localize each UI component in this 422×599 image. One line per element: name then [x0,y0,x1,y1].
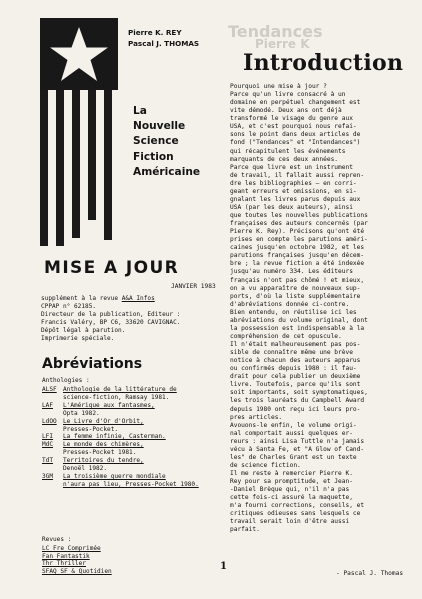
body-line: prises en compte les parutions améri- [230,236,368,244]
body-line: dre les bibliographies — en corri- [230,179,357,187]
body-line: geant erreurs et omissions, en si- [230,187,357,195]
pubinfo-line: Francis Valéry, BP C6, 33620 CAVIGNAC. [41,318,181,326]
abbr-key: TdT [42,457,54,465]
list-item: Thr Thriller [42,560,87,568]
series-title-line: Science [133,135,179,148]
anthologies-heading: Anthologies : [42,377,90,384]
abbr-value: Territoires du tendre, [63,457,144,465]
pubinfo-line: Dépôt légal à parution. [41,326,126,334]
body-line: cette fois-ci assuré la maquette, [230,494,353,502]
list-item: Fan Fantastik [42,552,90,560]
body-line: depuis 1980 ont reçu ici leurs pro- [230,405,361,413]
abbr-key: 3GM [42,472,54,480]
list-item [42,394,242,402]
body-line: transformé le visage du genre aux [230,115,353,123]
abbr-value: Presses-Pocket. [63,425,119,433]
body-line: marquants de ces deux années. [230,155,339,163]
body-line: que toutes les nouvelles publications [230,212,368,219]
list-item [42,386,242,394]
body-line: soit importants, soit symptomatiques, [230,389,368,397]
body-line: de science fiction. [230,461,301,469]
author-name: Pascal J. THOMAS [128,39,200,48]
body-line: compréhension de cet opuscule. [230,332,342,340]
body-line: nal comportait aussi quelques er- [230,429,353,437]
body-line: Rey pour sa promptitude, et Jean- [230,478,353,486]
body-line: qui récapitulent les événements [230,147,346,155]
list-item [42,465,242,473]
body-line: domaine en perpétuel changement est [230,99,361,107]
abbr-value: La troisième guerre mondiale [63,472,166,480]
body-line: pres articles. [230,413,283,421]
page-number: 1 [220,561,227,572]
introduction-body [230,83,420,535]
abbr-value: Opta 1982. [63,409,100,417]
body-line: reurs : ainsi Lisa Tuttle n'a jamais [230,437,365,445]
body-line: parutions françaises jusqu'en décem- [230,252,365,260]
body-line: caines jusqu'en octobre 1982, et les [230,244,365,252]
body-line: Parce qu'un livre consacré à un [230,91,346,99]
list-item [42,441,242,449]
abbr-key: LdOO [42,417,57,425]
body-line: drait pour cela publier un deuxième [230,373,361,381]
body-line: Bien entendu, on réutilise ici les [230,308,357,316]
body-line: français n'ont pas chômé ! et mieux, [230,276,365,284]
abbr-key: LAF [42,401,54,409]
body-line: livre. Toutefois, parce qu'ils sont [230,381,361,389]
body-line: vécu à Santa Fe, et "A Glow of Cand- [230,445,365,453]
body-line: Parce que livre est un instrument [230,163,353,171]
abbr-value: Presses-Pocket 1981. [63,449,137,457]
abbr-value: L'Amérique aux fantasmes, [63,401,155,409]
pubinfo-line: CPPAP n° 62185. [41,302,97,310]
abbr-value: La femme infinie, Casterman. [63,433,166,441]
series-title-line: Nouvelle [133,120,186,133]
body-line: m'a fourni corrections, conseils, et [230,502,365,510]
pubinfo-line: supplément à la revue A&A Infos [41,295,155,302]
abbr-value: n'aura pas lieu, Presses-Pocket 1980. [63,480,199,488]
list-item: LC Fre Comprimée [42,545,101,552]
body-line: parfait. [230,526,260,534]
list-item [42,457,242,465]
body-line: Il me reste à remercier Pierre K. [230,470,353,477]
authors [128,27,199,49]
anthologies-list [42,386,242,489]
body-line: gnalant les livres parus depuis aux [230,195,361,203]
body-line: d'abréviations donnée ci-contre. [230,300,350,308]
list-item [42,481,242,489]
list-item [42,426,242,434]
body-line: -Daniel Brèque qui, n'il n'a pas [230,486,350,494]
body-line: USA, et c'est pourquoi nous refai- [230,123,357,131]
abbr-key: LFI [42,433,54,441]
list-item [42,402,242,410]
abbr-value: Anthologie de la littérature de [63,386,177,393]
list-item [42,449,242,457]
body-line: sible de connaître même une brève [230,349,353,357]
show-through-text: Pierre K [255,37,310,51]
series-title [133,104,200,180]
series-title-line: Fiction [133,150,174,163]
abbr-value: Le monde des chimères, [63,441,144,449]
body-line: Il n'était malheureusement pas pos- [230,341,361,348]
show-through-text: Tendances [228,22,323,41]
body-line: les" de Charles Grant est un texte [230,453,357,461]
body-line: vite démodé. Deux ans ont déjà [230,107,342,115]
pubinfo-line: Directeur de la publication, Editeur : [41,310,181,318]
publication-info [41,295,180,342]
list-item [42,473,242,481]
body-line: Avouons-le enfin, le volume origi- [230,421,357,429]
revues-list [42,545,112,575]
body-line: critiques odieuses sans lesquels ce [230,510,361,518]
body-line: sons le point dans deux articles de [230,131,361,139]
flag-stripes [40,90,118,246]
body-line: jusqu'au numéro 334. Les éditeurs [230,268,353,276]
abbr-value: Denoël 1982. [63,465,108,473]
body-line: Pourquoi une mise à jour ? [230,83,327,90]
body-line: ou confirmés depuis 1980 : il fau- [230,365,357,373]
signature: - Pascal J. Thomas [336,570,404,577]
body-line: la possession est indispensable à la [230,324,365,332]
body-line: les trois lauréats du Campbell Award [230,397,365,405]
body-line: françaises des auteurs concernés (par [230,220,368,228]
body-line: de travail, il fallait aussi repren- [230,171,365,179]
body-line: on a vu apparaître de nouveaux sup- [230,284,361,292]
body-line: USA (par les deux auteurs), ainsi [230,203,353,211]
body-line: bre ; la revue fiction a été indexée [230,260,365,268]
body-line: fond ("Tendances" et "Intendances") [230,139,361,147]
abbr-key: ALSF [42,386,57,393]
american-flag-image [40,18,118,246]
list-item [42,410,242,418]
series-title-line: La [133,105,147,117]
body-line: travail serait loin d'être aussi [230,518,350,526]
body-line: Pierre K. Rey). Précisons qu'ont été [230,228,365,236]
magazine-name: A&A Infos [121,295,155,302]
abbr-value: Le Livre d'Or d'Orbit, [63,417,144,425]
abbr-value: science-fiction, Ramsay 1981. [63,393,170,401]
revues-heading: Revues : [42,536,72,543]
main-title: MISE A JOUR [44,258,180,278]
body-line: abréviations du volume original, dont [230,316,368,324]
pubinfo-line: Imprimerie spéciale. [41,334,115,342]
star-icon [40,18,118,90]
abbreviations-heading: Abréviations [42,356,143,372]
list-item: SFAQ SF & Quotidien [42,567,112,575]
introduction-heading: Introduction [243,50,404,76]
author-name: Pierre K. REY [128,28,182,37]
series-title-line: Américaine [133,165,201,178]
abbr-key: MdC [42,441,54,449]
issue-date: JANVIER 1983 [171,283,216,290]
body-line: ports, d'où la liste supplémentaire [230,292,361,300]
flag-canton [40,18,118,90]
list-item [42,418,242,426]
body-line: notice à chacun des auteurs apparus [230,357,361,365]
